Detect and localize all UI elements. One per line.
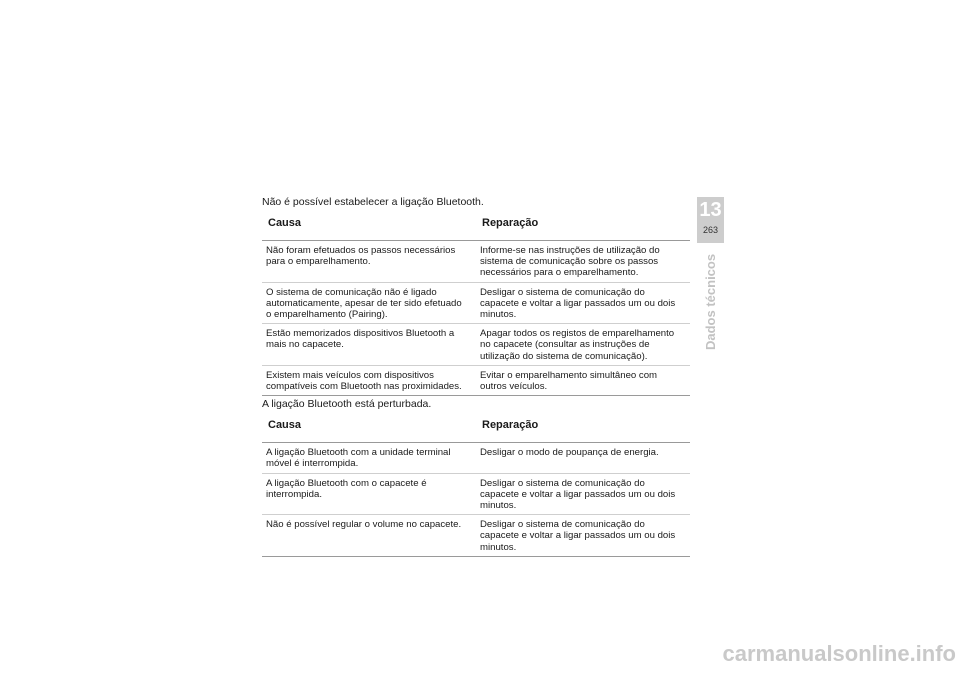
chapter-title: Dados técnicos	[703, 253, 718, 350]
chapter-tab	[697, 197, 724, 243]
column-header-repair: Reparação	[476, 213, 690, 241]
cause-cell: O sistema de comunicação não é ligado automaticamente, apesar de ter sido efetuado o emparelhamento (Pairing).	[262, 282, 476, 324]
column-header-repair: Reparação	[476, 415, 690, 443]
cause-cell: Existem mais veículos com dispositivos compatíveis com Bluetooth nas proximidades.	[262, 365, 476, 395]
cause-cell: Estão memorizados dispositivos Bluetooth a mais no capacete.	[262, 324, 476, 366]
table-row	[262, 473, 690, 515]
chapter-number: 13	[699, 199, 722, 221]
table-row	[262, 324, 690, 366]
repair-cell: Desligar o modo de poupança de energia.	[476, 443, 690, 473]
repair-cell: Evitar o emparelhamento simultâneo com outros veículos.	[476, 365, 690, 395]
section-title-connection-failed: Não é possível estabelecer a ligação Bluetooth.	[262, 196, 484, 208]
troubleshooting-table-disturbed	[262, 415, 690, 557]
cause-cell: Não é possível regular o volume no capacete.	[262, 515, 476, 557]
troubleshooting-table-connection	[262, 213, 690, 396]
cause-cell: A ligação Bluetooth com o capacete é interrompida.	[262, 473, 476, 515]
repair-cell: Desligar o sistema de comunicação do capacete e voltar a ligar passados um ou dois minutos.	[476, 473, 690, 515]
section-title-connection-disturbed: A ligação Bluetooth está perturbada.	[262, 398, 432, 411]
repair-cell: Apagar todos os registos de emparelhamento no capacete (consultar as instruções de utilização do sistema de comunicação).	[476, 324, 690, 366]
cause-cell: Não foram efetuados os passos necessários para o emparelhamento.	[262, 241, 476, 283]
page-content	[262, 196, 690, 557]
table-header-row	[262, 213, 690, 241]
table-row	[262, 241, 690, 283]
watermark-text: carmanualsonline.info	[722, 641, 956, 666]
table-row	[262, 515, 690, 557]
repair-cell: Desligar o sistema de comunicação do capacete e voltar a ligar passados um ou dois minutos.	[476, 282, 690, 324]
column-header-cause: Causa	[262, 213, 476, 241]
cause-cell: A ligação Bluetooth com a unidade terminal móvel é interrompida.	[262, 443, 476, 473]
table-row	[262, 365, 690, 395]
table-row	[262, 443, 690, 473]
table-row	[262, 282, 690, 324]
repair-cell: Desligar o sistema de comunicação do capacete e voltar a ligar passados um ou dois minutos.	[476, 515, 690, 557]
repair-cell: Informe-se nas instruções de utilização do sistema de comunicação sobre os passos necessários para o emparelhamento.	[476, 241, 690, 283]
page-number: 263	[702, 225, 719, 235]
column-header-cause: Causa	[262, 415, 476, 443]
table-header-row	[262, 415, 690, 443]
